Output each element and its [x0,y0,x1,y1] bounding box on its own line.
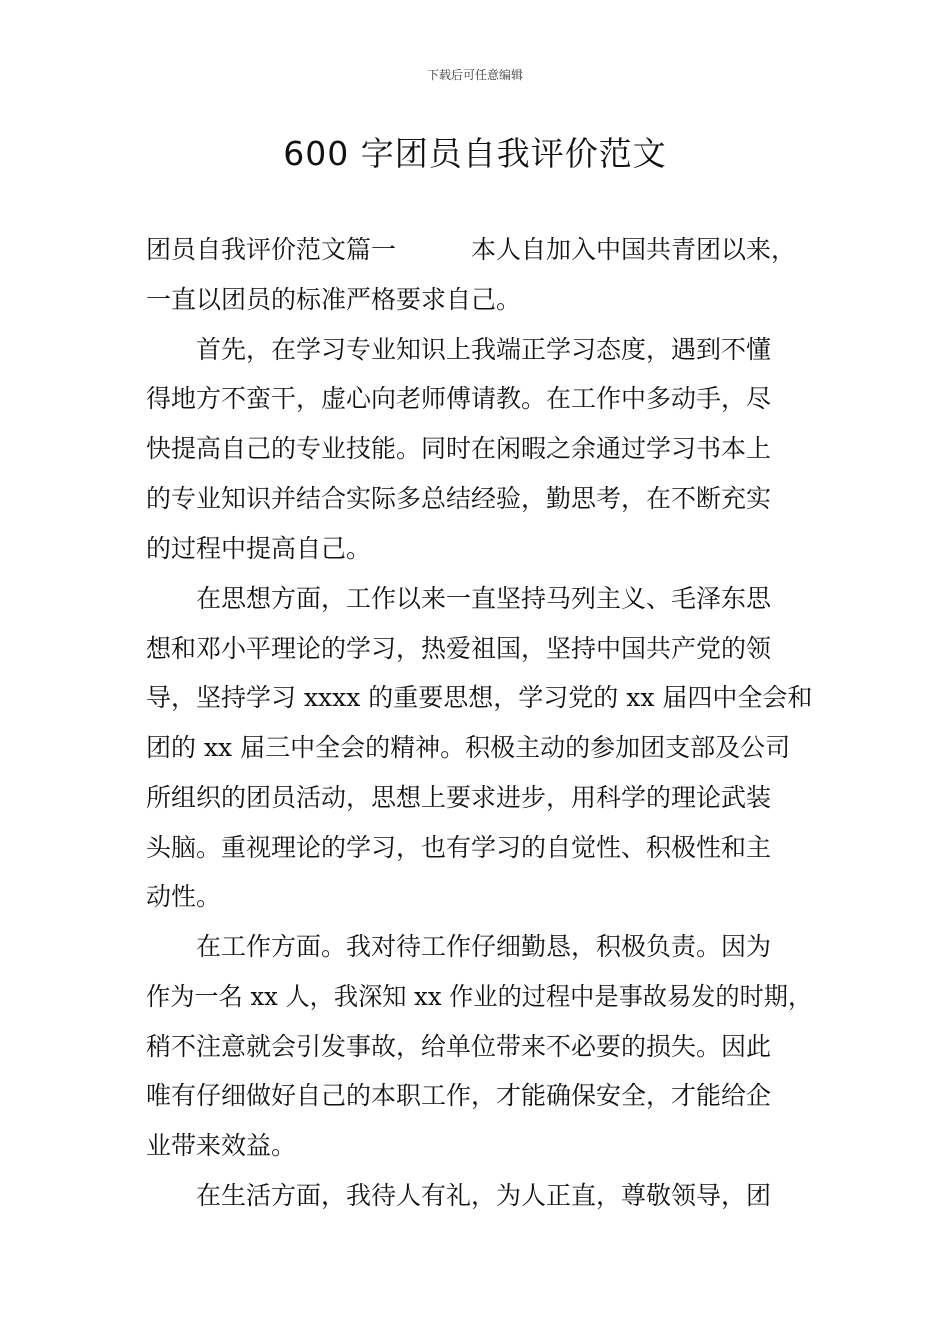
body-line: 所组织的团员活动，思想上要求进步，用科学的理论武装 [146,783,772,812]
body-line: 快提高自己的专业技能。同时在闲暇之余通过学习书本上 [146,434,772,463]
body-line: 的过程中提高自己。 [146,534,372,563]
body-line: 业带来效益。 [146,1131,297,1160]
body-line: 作为一名 xx 人，我深知 xx 作业的过程中是事故易发的时期， [146,982,813,1011]
body-line: 唯有仔细做好自己的本职工作，才能确保安全，才能给企 [146,1081,772,1110]
body-line: 稍不注意就会引发事故，给单位带来不必要的损失。因此 [146,1032,772,1061]
body-line: 想和邓小平理论的学习，热爱祖国，坚持中国共产党的领 [146,634,772,663]
body-line: 导，坚持学习 xxxx 的重要思想，学习党的 xx 届四中全会和 [146,683,813,712]
body-line: 在工作方面。我对待工作仔细勤恳，积极负责。因为 [196,932,772,961]
body-line: 团员自我评价范文篇一 本人自加入中国共青团以来， [146,235,797,264]
body-line: 动性。 [146,882,222,911]
body-line: 首先，在学习专业知识上我端正学习态度，遇到不懂 [196,335,772,364]
body-line: 的专业知识并结合实际多总结经验，勤思考，在不断充实 [146,484,772,513]
body-line: 团的 xx 届三中全会的精神。积极主动的参加团支部及公司 [146,733,791,762]
body-line: 头脑。重视理论的学习，也有学习的自觉性、积极性和主 [146,833,772,862]
page-header-note: 下载后可任意编辑 [426,68,523,82]
document-title: 600 字团员自我评价范文 [283,134,667,173]
body-line: 一直以团员的标准严格要求自己。 [146,285,522,314]
body-line: 得地方不蛮干，虚心向老师傅请教。在工作中多动手，尽 [146,384,772,413]
body-line: 在思想方面，工作以来一直坚持马列主义、毛泽东思 [196,584,772,613]
body-line: 在生活方面，我待人有礼，为人正直，尊敬领导，团 [196,1181,772,1210]
